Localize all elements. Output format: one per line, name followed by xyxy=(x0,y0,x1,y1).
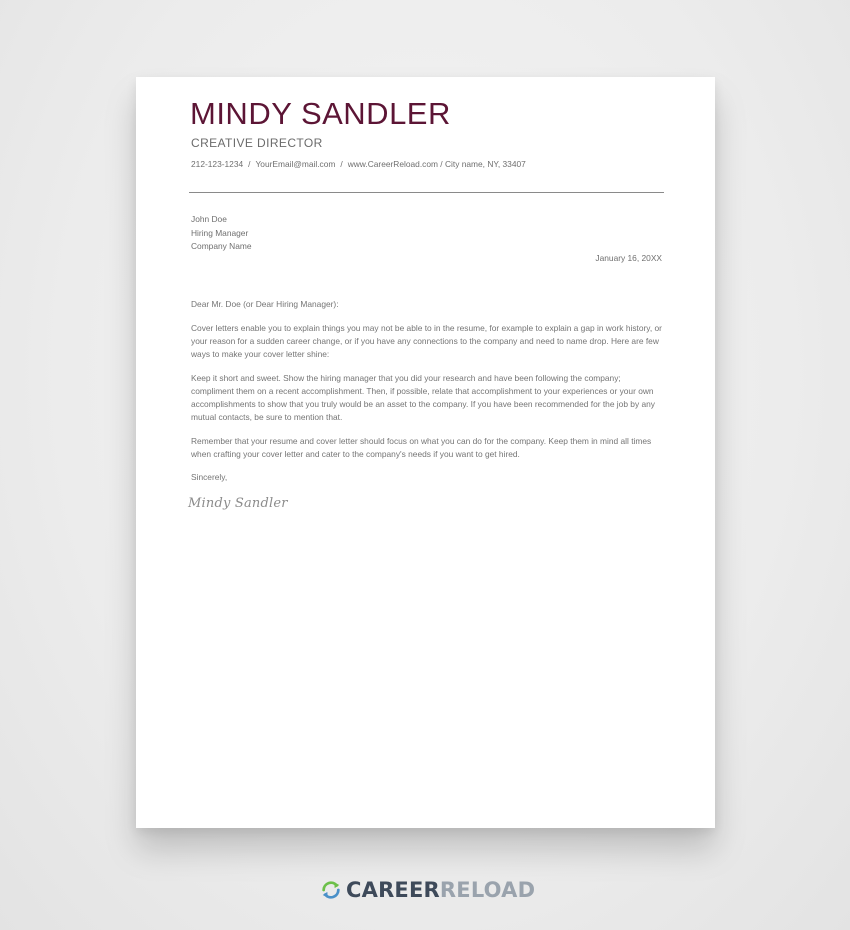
career-reload-logo xyxy=(320,877,535,903)
logo-text-career: CAREER xyxy=(346,878,440,902)
body-paragraph: Cover letters enable you to explain things you may not be able to in the resume, for example to explain a gap in work history, or your reason for a sudden career change, or if you have any connections to the company and need to name drop. Here are few ways to make your cover letter shine: xyxy=(191,322,662,360)
recipient-name: John Doe xyxy=(191,214,227,224)
contact-phone: 212-123-1234 xyxy=(191,159,244,169)
letter-date: January 16, 20XX xyxy=(595,253,662,263)
applicant-name: MINDY SANDLER xyxy=(190,96,451,131)
body-paragraph: Keep it short and sweet. Show the hiring manager that you did your research and have been following the company; compliment them on a recent accomplishment. Then, if possible, relate that accomplishment to your experiences or your own accomplishments to show that you truly would be an asset to the company. If you have been recommended for the job by any mutual contacts, be sure to mention that. xyxy=(191,372,655,423)
body-paragraph: Remember that your resume and cover letter should focus on what you can do for the company. Keep them in mind all times when crafting your cover letter and cater to the company's needs if you want to get hired. xyxy=(191,436,652,460)
recipient-title: Hiring Manager xyxy=(191,227,249,238)
letter-body xyxy=(191,298,665,472)
applicant-job-title: CREATIVE DIRECTOR xyxy=(191,136,323,150)
header-divider xyxy=(189,192,664,193)
recipient-company: Company Name xyxy=(191,241,252,251)
contact-line xyxy=(191,159,526,169)
recipient-block xyxy=(191,213,252,254)
contact-separator: / xyxy=(340,159,343,169)
signature: Mindy Sandler xyxy=(188,496,288,511)
closing: Sincerely, xyxy=(191,472,228,482)
logo-text-reload: RELOAD xyxy=(439,878,536,902)
salutation: Dear Mr. Doe (or Dear Hiring Manager): xyxy=(191,299,339,309)
contact-separator: / xyxy=(248,159,251,169)
logo-text xyxy=(346,878,535,902)
contact-email: YourEmail@mail.com xyxy=(255,159,336,169)
refresh-arrows-icon xyxy=(320,879,342,901)
letter-page xyxy=(136,77,715,828)
contact-website-location: www.CareerReload.com / City name, NY, 33407 xyxy=(347,159,526,169)
